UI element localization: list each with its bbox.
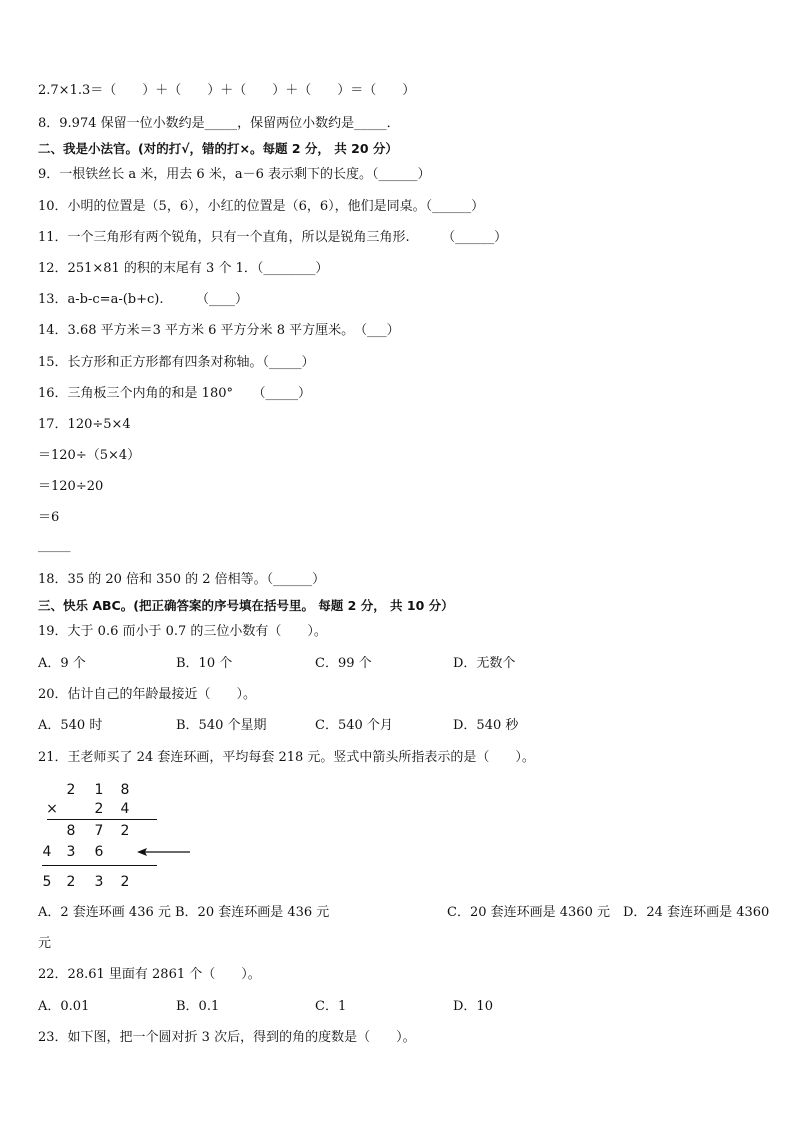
question-12: 12．251×81 的积的末尾有 3 个 1．（________） — [38, 261, 329, 276]
calc-digit: 6 — [94, 844, 104, 860]
q20-option-d: D．540 秒 — [453, 718, 519, 733]
question-15: 15．长方形和正方形都有四条对称轴。（_____） — [38, 355, 315, 370]
calc-digit: 3 — [66, 844, 76, 860]
calc-divider-line — [47, 819, 157, 820]
question-17-blank: _____ — [38, 538, 71, 553]
calc-digit: 8 — [120, 782, 130, 798]
q21-options-cd: C．20 套连环画是 4360 元 D．24 套连环画是 4360 — [447, 905, 770, 920]
question-14: 14．3.68 平方米＝3 平方米 6 平方分米 8 平方厘米。 （___） — [38, 323, 400, 338]
calc-digit: 2 — [120, 823, 130, 839]
q20-option-b: B．540 个星期 — [176, 718, 267, 733]
question-8: 8．9.974 保留一位小数约是_____，保留两位小数约是_____． — [38, 116, 400, 131]
question-17-line-3: ＝120÷20 — [38, 479, 104, 494]
calc-digit: 5 — [42, 874, 52, 890]
calc-digit: 2 — [66, 874, 76, 890]
question-18: 18．35 的 20 倍和 350 的 2 倍相等。（______） — [38, 572, 326, 587]
question-13: 13．a-b-c=a-(b+c). （____） — [38, 292, 248, 307]
q19-option-b: B．10 个 — [176, 656, 233, 671]
question-17-line-4: ＝6 — [38, 510, 60, 525]
question-21: 21．王老师买了 24 套连环画，平均每套 218 元。竖式中箭头所指表示的是（ ）。 — [38, 750, 535, 765]
question-20: 20．估计自己的年龄最接近（ ）。 — [38, 687, 257, 702]
calc-digit: 2 — [120, 874, 130, 890]
calc-digit: 3 — [94, 874, 104, 890]
question-7-equation: 2.7×1.3＝（ ）＋（ ）＋（ ）＋（ ）＝（ ） — [38, 83, 416, 98]
calc-digit: 2 — [66, 782, 76, 798]
question-10: 10．小明的位置是（5，6），小红的位置是（6，6），他们是同桌。（______） — [38, 199, 485, 214]
question-9: 9．一根铁丝长 a 米，用去 6 米，a－6 表示剩下的长度。（______） — [38, 167, 431, 182]
section-3-heading: 三、快乐 ABC。(把正确答案的序号填在括号里。 每题 2 分， 共 10 分） — [38, 598, 454, 613]
q19-option-d: D．无数个 — [453, 656, 516, 671]
section-2-heading: 二、我是小法官。(对的打√，错的打×。每题 2 分， 共 20 分） — [38, 141, 398, 156]
question-22: 22．28.61 里面有 2861 个（ ）。 — [38, 967, 261, 982]
calc-digit: 4 — [42, 844, 52, 860]
question-17-line-1: 17．120÷5×4 — [38, 417, 131, 432]
q21-options-ab: A．2 套连环画 436 元 B．20 套连环画是 436 元 — [38, 905, 330, 920]
q20-option-c: C．540 个月 — [315, 718, 393, 733]
q22-option-b: B．0.1 — [176, 999, 220, 1014]
question-11: 11．一个三角形有两个锐角，只有一个直角，所以是锐角三角形. （______） — [38, 230, 508, 245]
q21-option-wrap: 元 — [38, 936, 52, 951]
q22-option-c: C．1 — [315, 999, 347, 1014]
q19-option-c: C．99 个 — [315, 656, 372, 671]
question-17-line-2: ＝120÷（5×4） — [38, 448, 141, 463]
calc-digit: 7 — [94, 823, 104, 839]
question-19: 19．大于 0.6 而小于 0.7 的三位小数有（ ）。 — [38, 624, 327, 639]
calc-digit: 8 — [66, 823, 76, 839]
calc-digit: 1 — [94, 782, 104, 798]
calc-digit: 4 — [120, 801, 130, 817]
calc-divider-line — [42, 865, 157, 866]
arrow-left-icon — [135, 845, 193, 859]
q20-option-a: A．540 时 — [38, 718, 103, 733]
question-16: 16．三角板三个内角的和是 180° （_____） — [38, 386, 311, 401]
multiply-operator: × — [46, 801, 58, 817]
calc-digit: 2 — [94, 801, 104, 817]
q19-option-a: A．9 个 — [38, 656, 86, 671]
q22-option-a: A．0.01 — [38, 999, 90, 1014]
q22-option-d: D．10 — [453, 999, 493, 1014]
question-23: 23．如下图，把一个圆对折 3 次后，得到的角的度数是（ ）。 — [38, 1030, 416, 1045]
